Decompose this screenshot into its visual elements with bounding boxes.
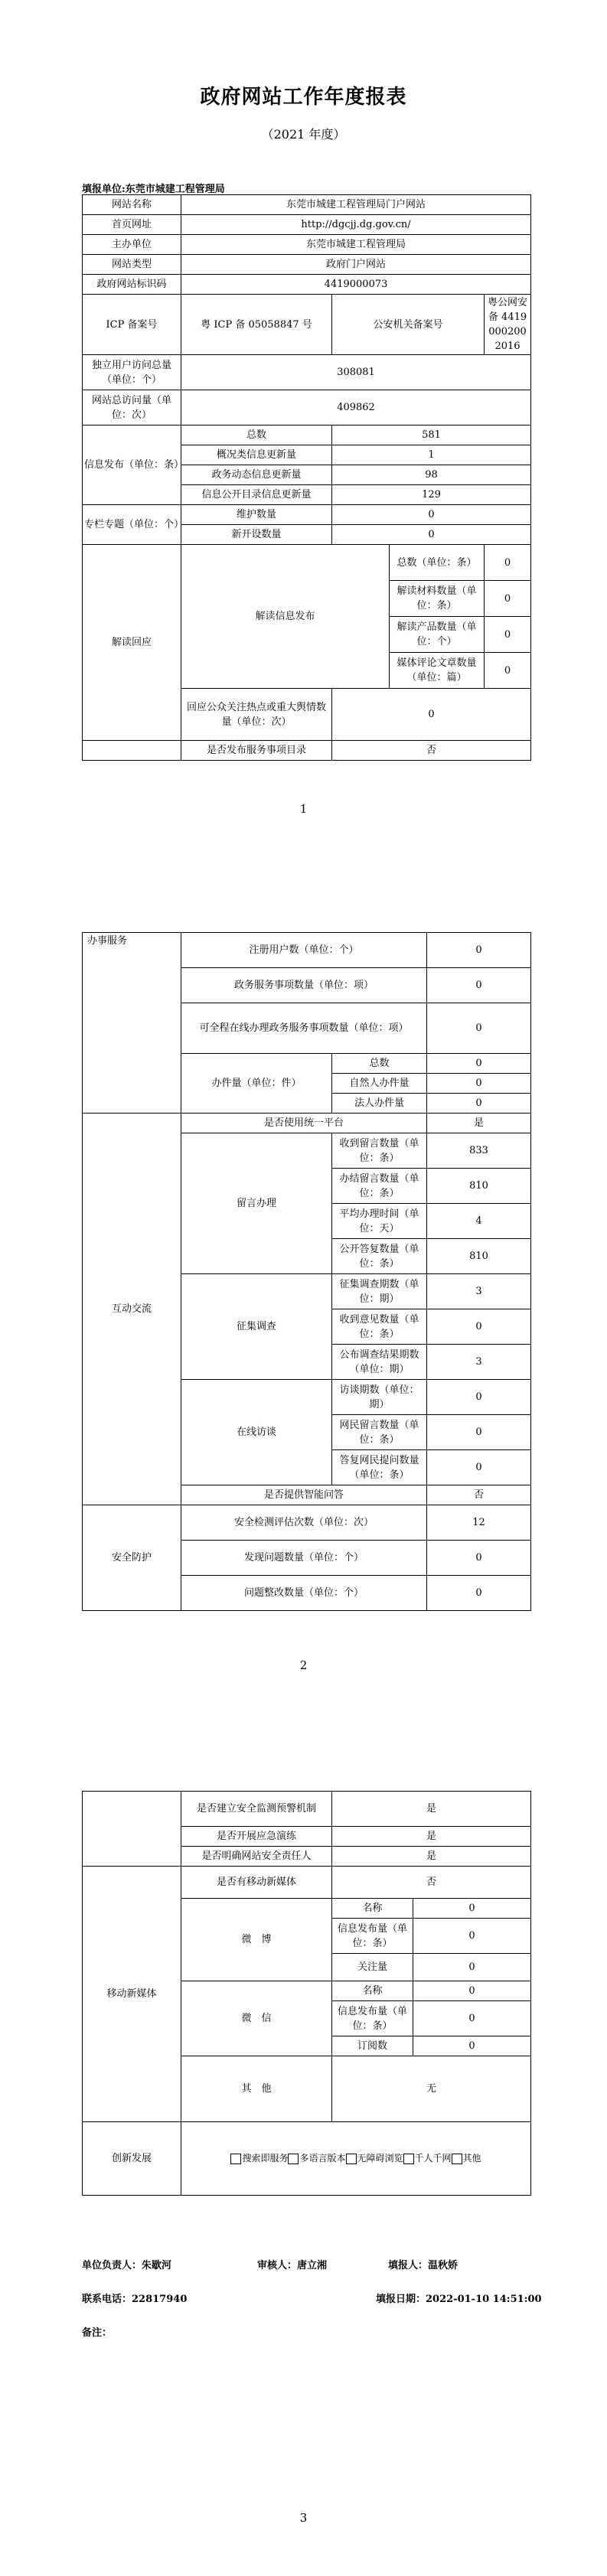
cell-value: 0 xyxy=(485,545,531,581)
cell-label: 政务动态信息更新量 xyxy=(181,465,332,485)
cell-label: 是否开展应急演练 xyxy=(181,1827,332,1847)
cell-label: 概况类信息更新量 xyxy=(181,445,332,465)
cell-label: 网民留言数量（单位：条） xyxy=(332,1415,427,1450)
cell-label: 访谈期数（单位：期） xyxy=(332,1380,427,1415)
cell-value: 0 xyxy=(332,689,531,741)
checkbox-icon[interactable] xyxy=(452,2154,462,2164)
cell-label: 信息公开目录信息更新量 xyxy=(181,485,332,505)
cell-value: 0 xyxy=(427,1541,531,1576)
cell-label: 办件量（单位：件） xyxy=(181,1054,332,1114)
cell-label: 网站名称 xyxy=(83,195,181,215)
cell-label: 自然人办件量 xyxy=(332,1074,427,1094)
cell-value: 129 xyxy=(332,485,531,505)
cell-value: 0 xyxy=(413,2036,531,2056)
homepage-link[interactable]: http://dgcjj.dg.gov.cn/ xyxy=(181,215,531,235)
cell-value: 是 xyxy=(332,1847,531,1867)
cell-value: 0 xyxy=(332,505,531,525)
cell-label: 答复网民提问数量（单位：条） xyxy=(332,1450,427,1485)
report-year: （2021 年度） xyxy=(261,127,346,142)
cell-label: 总数（单位：条） xyxy=(390,545,485,581)
checkbox-icon[interactable] xyxy=(346,2154,357,2164)
cell-value: 粤公网安备 44190002002016 xyxy=(485,295,531,355)
cell-label: 首页网址 xyxy=(83,215,181,235)
cell-value: 0 xyxy=(427,1054,531,1074)
cell-value: 810 xyxy=(427,1239,531,1274)
cell-label: 网站总访问量（单位：次） xyxy=(83,390,181,426)
report-table-page3 xyxy=(82,1791,531,2196)
cell-label: 维护数量 xyxy=(181,505,332,525)
cell-value: 否 xyxy=(427,1485,531,1505)
cell-value: 0 xyxy=(427,1003,531,1054)
cell-value: 0 xyxy=(427,933,531,968)
cell-label: 是否使用统一平台 xyxy=(181,1114,427,1133)
option-search-service[interactable]: 搜索即服务 xyxy=(230,2153,288,2164)
cell-label: 注册用户数（单位：个） xyxy=(181,933,427,968)
cell-label: 征集调查 xyxy=(181,1274,332,1380)
cell-label: 主办单位 xyxy=(83,235,181,255)
cell-value: 无 xyxy=(332,2056,531,2122)
cell-label: ICP 备案号 xyxy=(83,295,181,355)
report-table-page1 xyxy=(82,194,531,761)
cell-value: 0 xyxy=(427,1309,531,1345)
cell-value: 810 xyxy=(427,1169,531,1204)
cell-label: 是否提供智能问答 xyxy=(181,1485,427,1505)
cell-value: 0 xyxy=(485,617,531,653)
other-label: 其 他 xyxy=(181,2056,332,2122)
cell-value: 0 xyxy=(413,1954,531,1981)
checkbox-icon[interactable] xyxy=(403,2154,414,2164)
page-number: 3 xyxy=(299,2511,308,2525)
cell-value: 0 xyxy=(485,653,531,689)
cell-label: 征集调查期数（单位：期） xyxy=(332,1274,427,1309)
cell-label: 新开设数量 xyxy=(181,525,332,545)
cell-label: 是否建立安全监测预警机制 xyxy=(181,1792,332,1827)
weibo-label: 微 博 xyxy=(181,1899,332,1981)
filling-unit: 填报单位:东莞市城建工程管理局 xyxy=(82,184,225,195)
cell-label: 信息发布（单位：条） xyxy=(83,426,181,505)
reviewer: 审核人：唐立湘 xyxy=(257,2260,328,2271)
cell-label: 安全检测评估次数（单位：次） xyxy=(181,1505,427,1541)
cell-value: 0 xyxy=(427,1576,531,1611)
cell-label: 在线访谈 xyxy=(181,1380,332,1485)
cell-label: 总数 xyxy=(181,426,332,445)
cell-label: 信息发布量（单位：条） xyxy=(332,2001,413,2036)
cell-value: 98 xyxy=(332,465,531,485)
cell-label: 是否发布服务事项目录 xyxy=(181,741,332,761)
cell-value: 0 xyxy=(427,1415,531,1450)
checkbox-icon[interactable] xyxy=(288,2154,299,2164)
cell-value: 409862 xyxy=(181,390,531,426)
cell-label: 是否有移动新媒体 xyxy=(181,1867,332,1899)
cell-label: 公布调查结果期数（单位：期） xyxy=(332,1345,427,1380)
cell-value: 0 xyxy=(485,581,531,617)
cell-label: 可全程在线办理政务服务事项数量（单位：项） xyxy=(181,1003,427,1054)
cell-label: 是否明确网站安全责任人 xyxy=(181,1847,332,1867)
cell-value: 12 xyxy=(427,1505,531,1541)
cell-label: 政府网站标识码 xyxy=(83,275,181,295)
cell-label: 平均办理时间（单位：天） xyxy=(332,1204,427,1239)
cell-label: 名称 xyxy=(332,1899,413,1919)
unit-leader: 单位负责人：朱歇河 xyxy=(82,2260,172,2271)
cell-value: 0 xyxy=(427,1074,531,1094)
cell-value: 是 xyxy=(332,1792,531,1827)
option-personalized[interactable]: 千人千网 xyxy=(403,2153,452,2164)
cell-value: 4419000073 xyxy=(181,275,531,295)
cell-label: 总数 xyxy=(332,1054,427,1074)
cell-label: 回应公众关注热点或重大舆情数量（单位：次） xyxy=(181,689,332,741)
cell-value: 0 xyxy=(413,2001,531,2036)
cell-value: 0 xyxy=(413,1981,531,2001)
cell-value: 粤 ICP 备 05058847 号 xyxy=(181,295,332,355)
cell-value: 是 xyxy=(427,1114,531,1133)
report-table-page2 xyxy=(82,932,531,1611)
cell-label: 创新发展 xyxy=(83,2122,181,2196)
cell-label: 信息发布量（单位：条） xyxy=(332,1919,413,1954)
cell-label: 办结留言数量（单位：条） xyxy=(332,1169,427,1204)
cell-value: 581 xyxy=(332,426,531,445)
cell-value: 0 xyxy=(427,1450,531,1485)
cell-label: 名称 xyxy=(332,1981,413,2001)
innovation-options xyxy=(181,2122,531,2196)
cell-label: 互动交流 xyxy=(83,1114,181,1505)
filler: 填报人：温秋娇 xyxy=(388,2260,459,2271)
cell-label: 网站类型 xyxy=(83,255,181,275)
cell-value: 833 xyxy=(427,1133,531,1169)
cell-label: 安全防护 xyxy=(83,1505,181,1611)
option-multilingual[interactable]: 多语言版本 xyxy=(288,2153,345,2164)
cell-value: 否 xyxy=(332,1867,531,1899)
cell-value: 3 xyxy=(427,1345,531,1380)
wechat-label: 微 信 xyxy=(181,1981,332,2056)
cell-label: 媒体评论文章数量（单位：篇） xyxy=(390,653,485,689)
cell-label: 解读产品数量（单位：个） xyxy=(390,617,485,653)
page-title: 政府网站工作年度报表 xyxy=(200,86,407,109)
cell-label: 关注量 xyxy=(332,1954,413,1981)
cell-value: 否 xyxy=(332,741,531,761)
cell-value: 0 xyxy=(427,1380,531,1415)
cell-value: 东莞市城建工程管理局 xyxy=(181,235,531,255)
cell-value: 0 xyxy=(427,1094,531,1114)
cell-label: 收到意见数量（单位：条） xyxy=(332,1309,427,1345)
cell-label: 解读信息发布 xyxy=(181,545,390,689)
checkbox-icon[interactable] xyxy=(230,2154,241,2164)
cell-label: 法人办件量 xyxy=(332,1094,427,1114)
cell-value: 3 xyxy=(427,1274,531,1309)
cell-value: 0 xyxy=(427,968,531,1003)
cell-value: 0 xyxy=(413,1899,531,1919)
option-accessibility[interactable]: 无障碍浏览 xyxy=(346,2153,403,2164)
cell-label: 解读材料数量（单位：条） xyxy=(390,581,485,617)
cell-label: 公安机关备案号 xyxy=(332,295,485,355)
cell-value: 是 xyxy=(332,1827,531,1847)
cell-label: 留言办理 xyxy=(181,1133,332,1274)
cell-label: 办事服务 xyxy=(83,933,181,1114)
page-number: 2 xyxy=(299,1658,308,1672)
cell-value: 4 xyxy=(427,1204,531,1239)
cell-value: 1 xyxy=(332,445,531,465)
contact-phone: 联系电话：22817940 xyxy=(82,2294,188,2305)
cell-label: 政务服务事项数量（单位：项） xyxy=(181,968,427,1003)
cell-label: 收到留言数量（单位：条） xyxy=(332,1133,427,1169)
page-number: 1 xyxy=(299,802,308,816)
cell-label: 独立用户访问总量（单位：个） xyxy=(83,355,181,390)
cell-label: 发现问题数量（单位：个） xyxy=(181,1541,427,1576)
cell-label: 公开答复数量（单位：条） xyxy=(332,1239,427,1274)
cell-label: 订阅数 xyxy=(332,2036,413,2056)
cell-label: 解读回应 xyxy=(83,545,181,741)
cell-value: 0 xyxy=(413,1919,531,1954)
cell-value: 东莞市城建工程管理局门户网站 xyxy=(181,195,531,215)
cell-value: 政府门户网站 xyxy=(181,255,531,275)
option-other[interactable]: 其他 xyxy=(452,2153,481,2164)
cell-label: 问题整改数量（单位：个） xyxy=(181,1576,427,1611)
remark: 备注： xyxy=(82,2327,113,2339)
cell-value: 308081 xyxy=(181,355,531,390)
cell-label: 专栏专题（单位：个） xyxy=(83,505,181,545)
cell-label: 移动新媒体 xyxy=(83,1867,181,2122)
cell-value: 0 xyxy=(332,525,531,545)
fill-date: 填报日期：2022-01-10 14:51:00 xyxy=(376,2294,542,2305)
